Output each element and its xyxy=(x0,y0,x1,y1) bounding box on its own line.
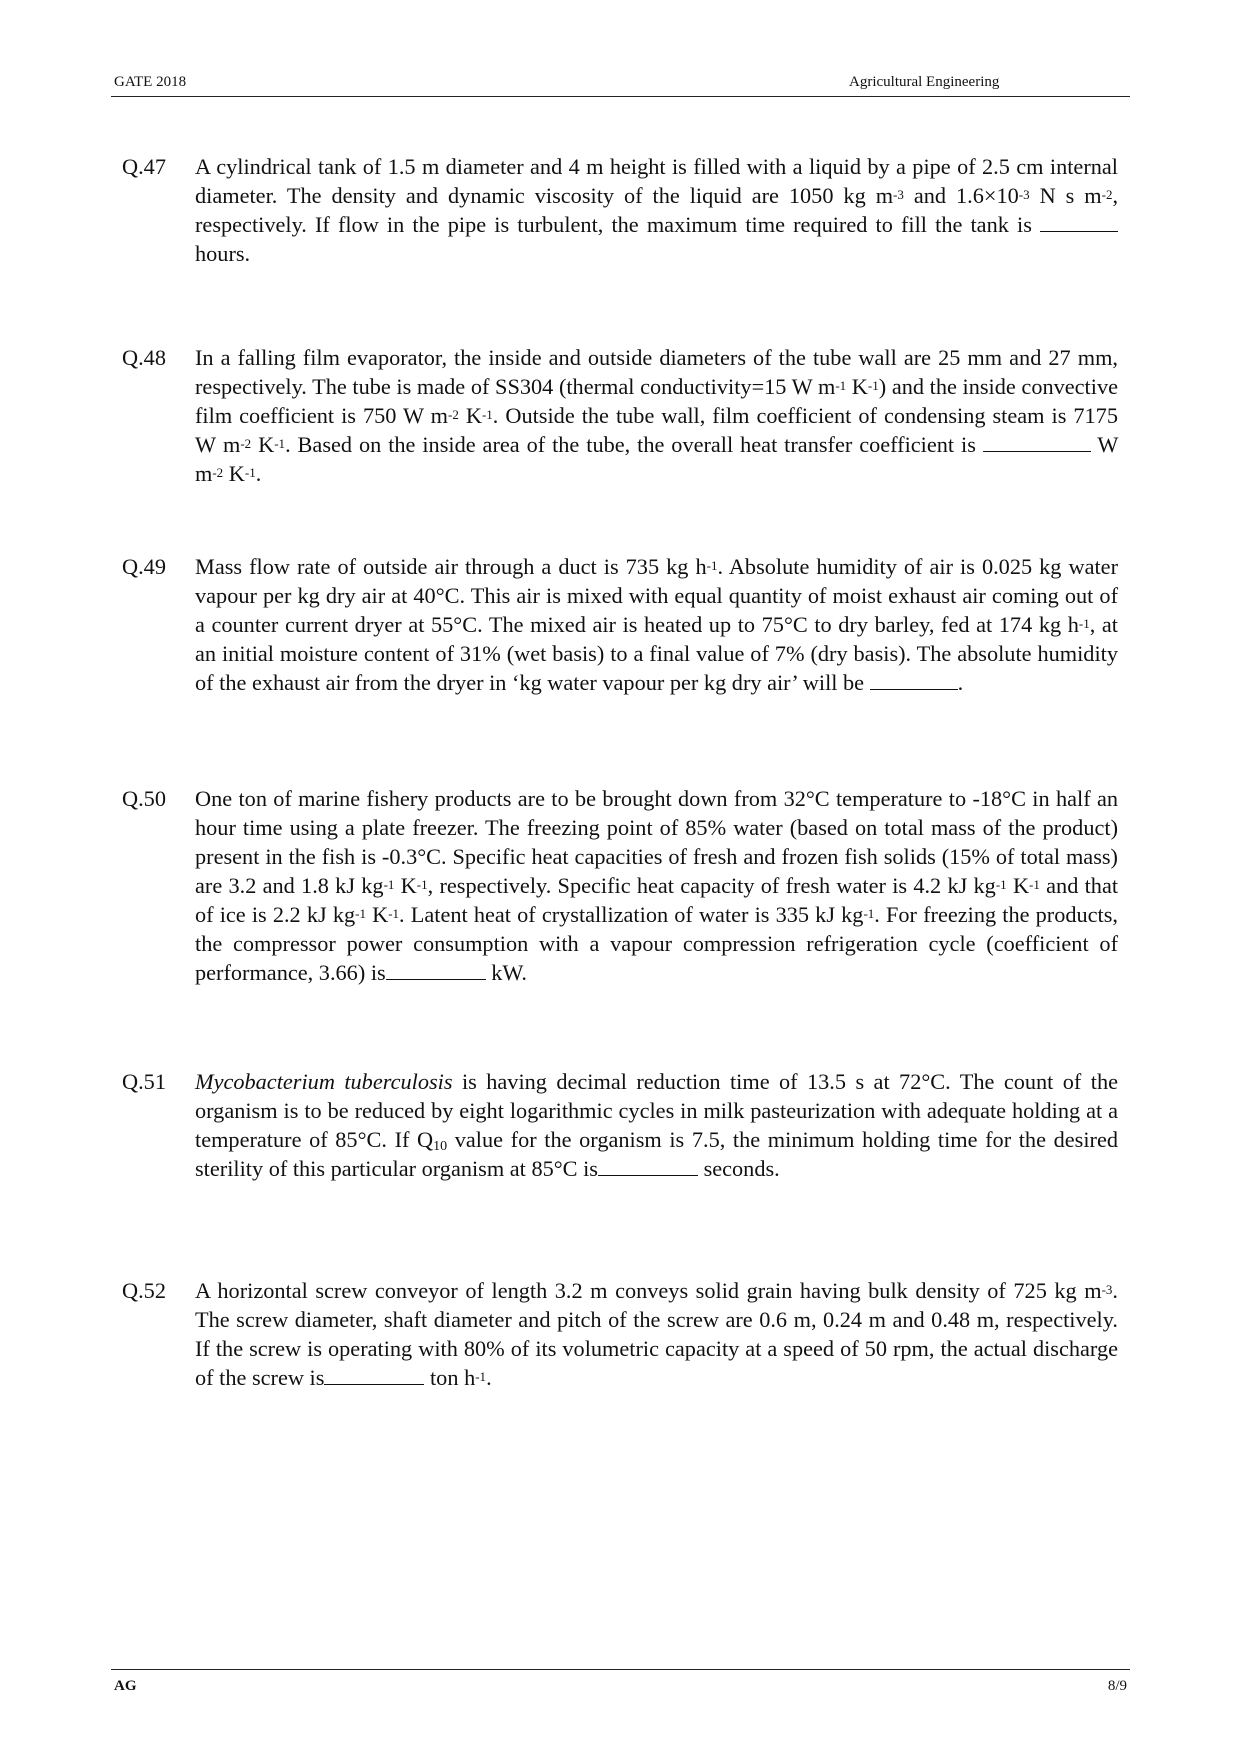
question-text: In a falling film evaporator, the inside and outside diameters of the tube wall are 25 mm and 27 mm, respectively. The tube is made of SS304 (thermal conductivity=15 W $m^{-1}$ $K^{-1}$) and the inside convective film coefficient is 750 W $m^{-2}$ $K^{-1}$. Outside the tube wall, film coefficient of condensing steam is 7175 W $m^{-2}$ $K^{-1}$. Based on the inside area of the tube, the overall heat transfer coefficient is W $m^{-2}$ $K^{-1}$. xyxy=(195,345,1119,486)
exam-title: GATE 2018 xyxy=(114,74,187,90)
organism-name: Mycobacterium tuberculosis xyxy=(195,1069,453,1094)
question-text: A horizontal screw conveyor of length 3.2 m conveys solid grain having bulk density of 725 kg $m^{-3}$. The screw diameter, shaft diameter and pitch of the screw are 0.6 m, 0.24 m and 0.48 m, respectively. If the screw is operating with 80% of its volumetric capacity at a speed of 50 rpm, the actual discharge of the screw is ton $h^{-1}$. xyxy=(195,1278,1118,1390)
question-text: Mycobacterium tuberculosis is having decimal reduction time of 13.5 s at 72°C. The count of the organism is to be reduced by eight logarithmic cycles in milk pasteurization with adequate holding at a temperature of 85°C. If $Q_{10}$ value for the organism is 7.5, the minimum holding time for the desired sterility of this particular organism at 85°C is seconds. xyxy=(195,1069,1119,1181)
page-footer xyxy=(111,1669,1130,1700)
question-text: Mass flow rate of outside air through a duct is 735 kg $h^{-1}$. Absolute humidity of air is 0.025 kg water vapour per kg dry air at 40°C. This air is mixed with equal quantity of moist exhaust air coming out of a counter current dryer at 55°C. The mixed air is heated up to 75°C to dry barley, fed at 174 kg $h^{-1}$, at an initial moisture content of 31% (wet basis) to a final value of 7% (dry basis). The absolute humidity of the exhaust air from the dryer in ‘kg water vapour per kg dry air’ will be . xyxy=(195,554,1118,695)
question-number: Q.50 xyxy=(122,786,166,811)
answer-blank[interactable] xyxy=(324,1364,424,1385)
question-48 xyxy=(122,343,1118,488)
answer-blank[interactable] xyxy=(598,1155,698,1176)
answer-blank[interactable] xyxy=(983,431,1091,452)
question-number: Q.52 xyxy=(122,1278,166,1303)
question-51 xyxy=(122,1067,1118,1183)
page-header xyxy=(111,72,1130,97)
question-text: One ton of marine fishery products are to be brought down from 32°C temperature to -18°C in half an hour time using a plate freezer. The freezing point of 85% water (based on total mass of the product) present in the fish is -0.3°C. Specific heat capacities of fresh and frozen fish solids (15% of total mass) are 3.2 and 1.8 kJ $kg^{-1}$ $K^{-1}$, respectively. Specific heat capacity of fresh water is 4.2 kJ $kg^{-1}$ $K^{-1}$ and that of ice is 2.2 kJ $kg^{-1}$ $K^{-1}$. Latent heat of crystallization of water is 335 kJ $kg^{-1}$. For freezing the products, the compressor power consumption with a vapour compression refrigeration cycle (coefficient of performance, 3.66) is kW. xyxy=(195,786,1119,985)
question-number: Q.51 xyxy=(122,1069,166,1094)
question-text: A cylindrical tank of 1.5 m diameter and 4 m height is filled with a liquid by a pipe of 2.5 cm internal diameter. The density and dynamic viscosity of the liquid are 1050 kg $m^{-3}$ and $1.6\times 10^{-3}$ N s $m^{-2}$, respectively. If flow in the pipe is turbulent, the maximum time required to fill the tank is hours. xyxy=(195,154,1119,266)
answer-blank[interactable] xyxy=(870,669,958,690)
question-47 xyxy=(122,152,1118,268)
question-number: Q.49 xyxy=(122,554,166,579)
question-49 xyxy=(122,552,1118,697)
page-number: 8/9 xyxy=(1107,1678,1127,1694)
paper-subject: Agricultural Engineering xyxy=(849,74,1000,90)
answer-blank[interactable] xyxy=(1040,211,1118,232)
answer-blank[interactable] xyxy=(386,959,486,980)
paper-code: AG xyxy=(114,1678,137,1694)
question-number: Q.47 xyxy=(122,154,166,179)
question-52 xyxy=(122,1276,1118,1392)
question-50 xyxy=(122,784,1118,987)
question-number: Q.48 xyxy=(122,345,166,370)
